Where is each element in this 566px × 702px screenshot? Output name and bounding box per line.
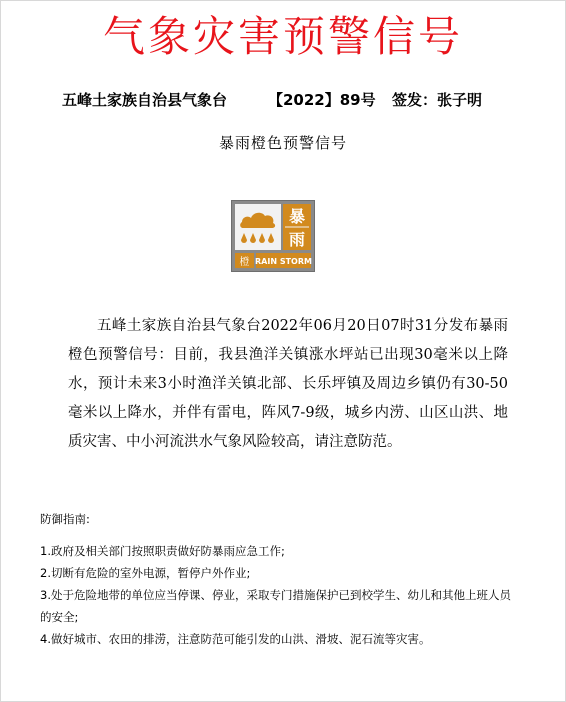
document-number: 【2022】89号 (268, 91, 376, 109)
guide-item: 3.处于危险地带的单位应当停课、停业，采取专门措施保护已到校学生、幼儿和其他上班人员的安全; (40, 588, 511, 624)
issuer-info-row (0, 88, 566, 112)
guide-item: 2.切断有危险的室外电源，暂停户外作业; (40, 566, 251, 580)
guide-item: 1.政府及相关部门按照职责做好防暴雨应急工作; (40, 544, 285, 558)
defense-guide (40, 508, 520, 650)
icon-char-top: 暴 (288, 207, 306, 226)
rain-storm-orange-icon (231, 200, 315, 272)
guide-item: 4.做好城市、农田的排涝，注意防范可能引发的山洪、滑坡、泥石流等灾害。 (40, 632, 431, 646)
icon-caption: RAIN STORM (255, 257, 312, 266)
issuing-station: 五峰土家族自治县气象台 (62, 91, 228, 109)
signal-title: 暴雨橙色预警信号 (218, 134, 347, 152)
signer: 签发：张子明 (392, 91, 483, 109)
guide-heading: 防御指南: (40, 512, 90, 526)
page-title: 气象灾害预警信号 (102, 12, 463, 61)
icon-char-bottom: 雨 (288, 230, 306, 249)
icon-level-char: 橙 (239, 257, 250, 268)
warning-body-paragraph: 五峰土家族自治县气象台2022年06月20日07时31分发布暴雨橙色预警信号：目前，我县渔洋关镇涨水坪站已出现30毫米以上降水，预计未来3小时渔洋关镇北部、长乐坪镇及周边乡镇仍有30-50毫米以上降水，并伴有雷电，阵风7-9级，城乡内涝、山区山洪、地质灾害、中小河流洪水气象风险较高，请注意防范。 (68, 318, 508, 450)
